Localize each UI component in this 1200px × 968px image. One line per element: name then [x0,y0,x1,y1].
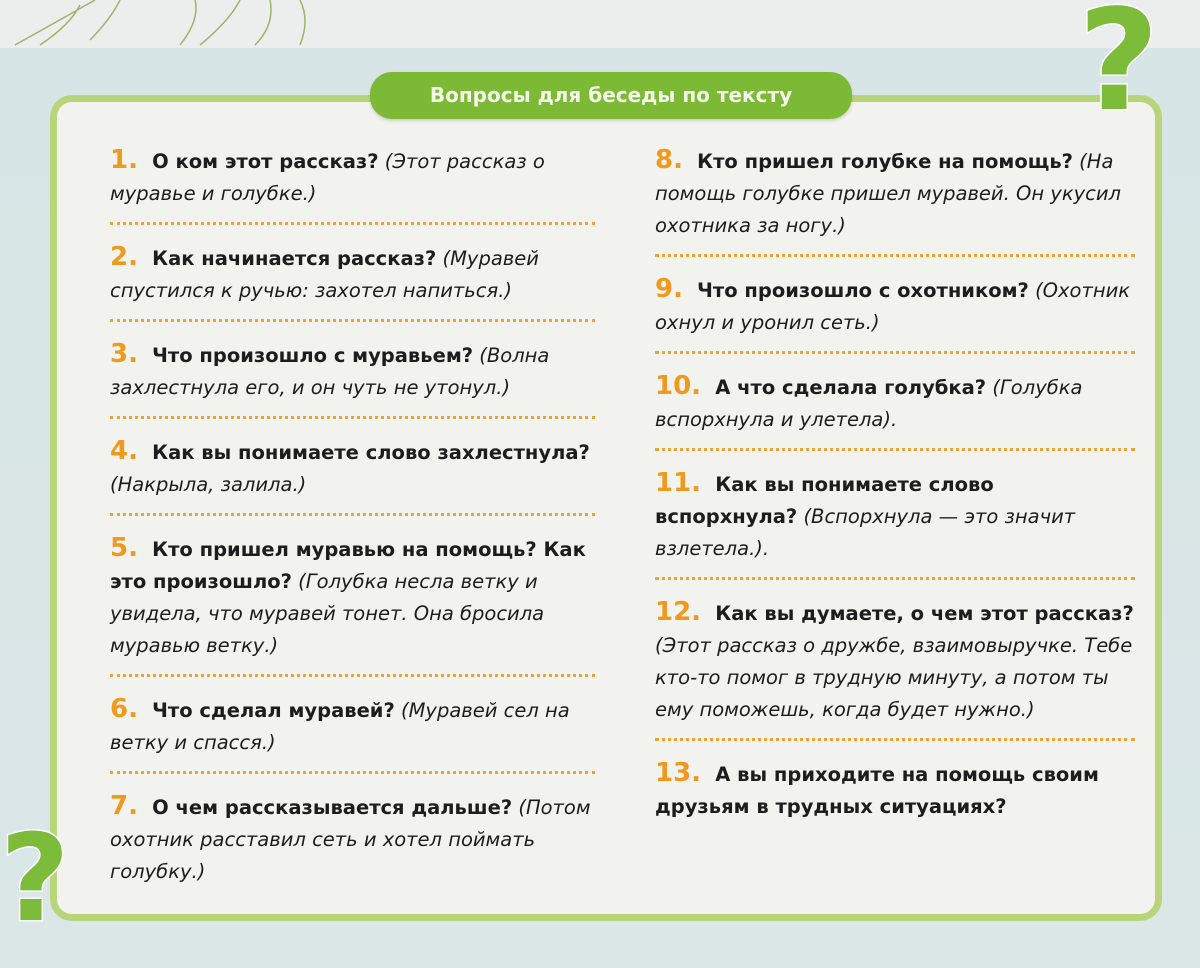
answer-text: (Этот рассказ о муравье и голубке.) [110,150,545,205]
answer-text: (Голубка вспорхнула и улетела). [655,376,1083,431]
dotted-divider [110,670,595,677]
dotted-divider [655,573,1135,580]
section-title: Вопросы для беседы по тексту [370,72,852,119]
dotted-divider [110,218,595,225]
question-number: 10. [655,371,702,401]
question-text: Что произошло с муравьем? [152,344,474,367]
answer-text: (Вспорхнула — это значит взлетела.). [655,505,1076,560]
question-text: Кто пришел муравью на помощь? Как это произошло? [110,538,586,593]
question-item [655,366,1135,444]
answer-text: (На помощь голубке пришел муравей. Он укусил охотника за ногу.) [655,150,1122,237]
question-number: 3. [110,339,138,369]
question-text: Что произошло с охотником? [697,279,1029,302]
answer-text: (Накрыла, залила.) [110,473,307,496]
question-number: 12. [655,597,702,627]
dotted-divider [110,412,595,419]
dotted-divider [655,444,1135,451]
question-text: Как вы думаете, о чем этот рассказ? [715,602,1134,625]
question-item [110,334,595,412]
dotted-divider [655,347,1135,354]
question-text: Что сделал муравей? [152,699,395,722]
question-text: А вы приходите на помощь своим друзьям в трудных ситуациях? [655,763,1099,818]
question-number: 4. [110,436,138,466]
question-item [110,431,595,509]
question-item [655,592,1135,734]
answer-text: (Потом охотник расставил сеть и хотел поймать голубку.) [110,796,591,883]
question-mark-icon: ? [1078,0,1160,143]
dotted-divider [110,767,595,774]
question-text: Как начинается рассказ? [152,247,437,270]
dotted-divider [110,315,595,322]
question-item [655,463,1135,573]
question-text: О ком этот рассказ? [152,150,379,173]
question-item [110,786,595,896]
right-column [655,140,1135,831]
question-mark-icon: ? [0,810,70,949]
dotted-divider [655,250,1135,257]
dotted-divider [110,509,595,516]
question-number: 2. [110,242,138,272]
question-text: О чем рассказывается дальше? [152,796,513,819]
answer-text: (Охотник охнул и уронил сеть.) [655,279,1131,334]
question-item [655,140,1135,250]
question-number: 5. [110,533,138,563]
answer-text: (Муравей спустился к ручью: захотел напиться.) [110,247,539,302]
question-item [110,689,595,767]
answer-text: (Волна захлестнула его, и он чуть не утонул.) [110,344,550,399]
question-item [110,140,595,218]
answer-text: (Этот рассказ о дружбе, взаимовыручке. Тебе кто-то помог в трудную минуту, а потом ты ему поможешь, когда будет нужно.) [655,634,1133,721]
sketch-decoration [0,0,520,48]
question-text: Как вы понимаете слово захлестнула? [152,441,590,464]
question-number: 11. [655,468,702,498]
question-item [110,237,595,315]
question-text: А что сделала голубка? [715,376,987,399]
question-number: 13. [655,758,702,788]
answer-text: (Муравей сел на ветку и спасся.) [110,699,570,754]
question-item [655,269,1135,347]
dotted-divider [655,734,1135,741]
question-number: 9. [655,274,683,304]
question-number: 6. [110,694,138,724]
question-text: Как вы понимаете слово вспорхнула? [655,473,994,528]
question-number: 7. [110,791,138,821]
question-text: Кто пришел голубке на помощь? [697,150,1073,173]
question-number: 8. [655,145,683,175]
question-item [655,753,1135,831]
question-item [110,528,595,670]
left-column [110,140,595,896]
answer-text: (Голубка несла ветку и увидела, что муравей тонет. Она бросила муравью ветку.) [110,570,545,657]
question-number: 1. [110,145,138,175]
